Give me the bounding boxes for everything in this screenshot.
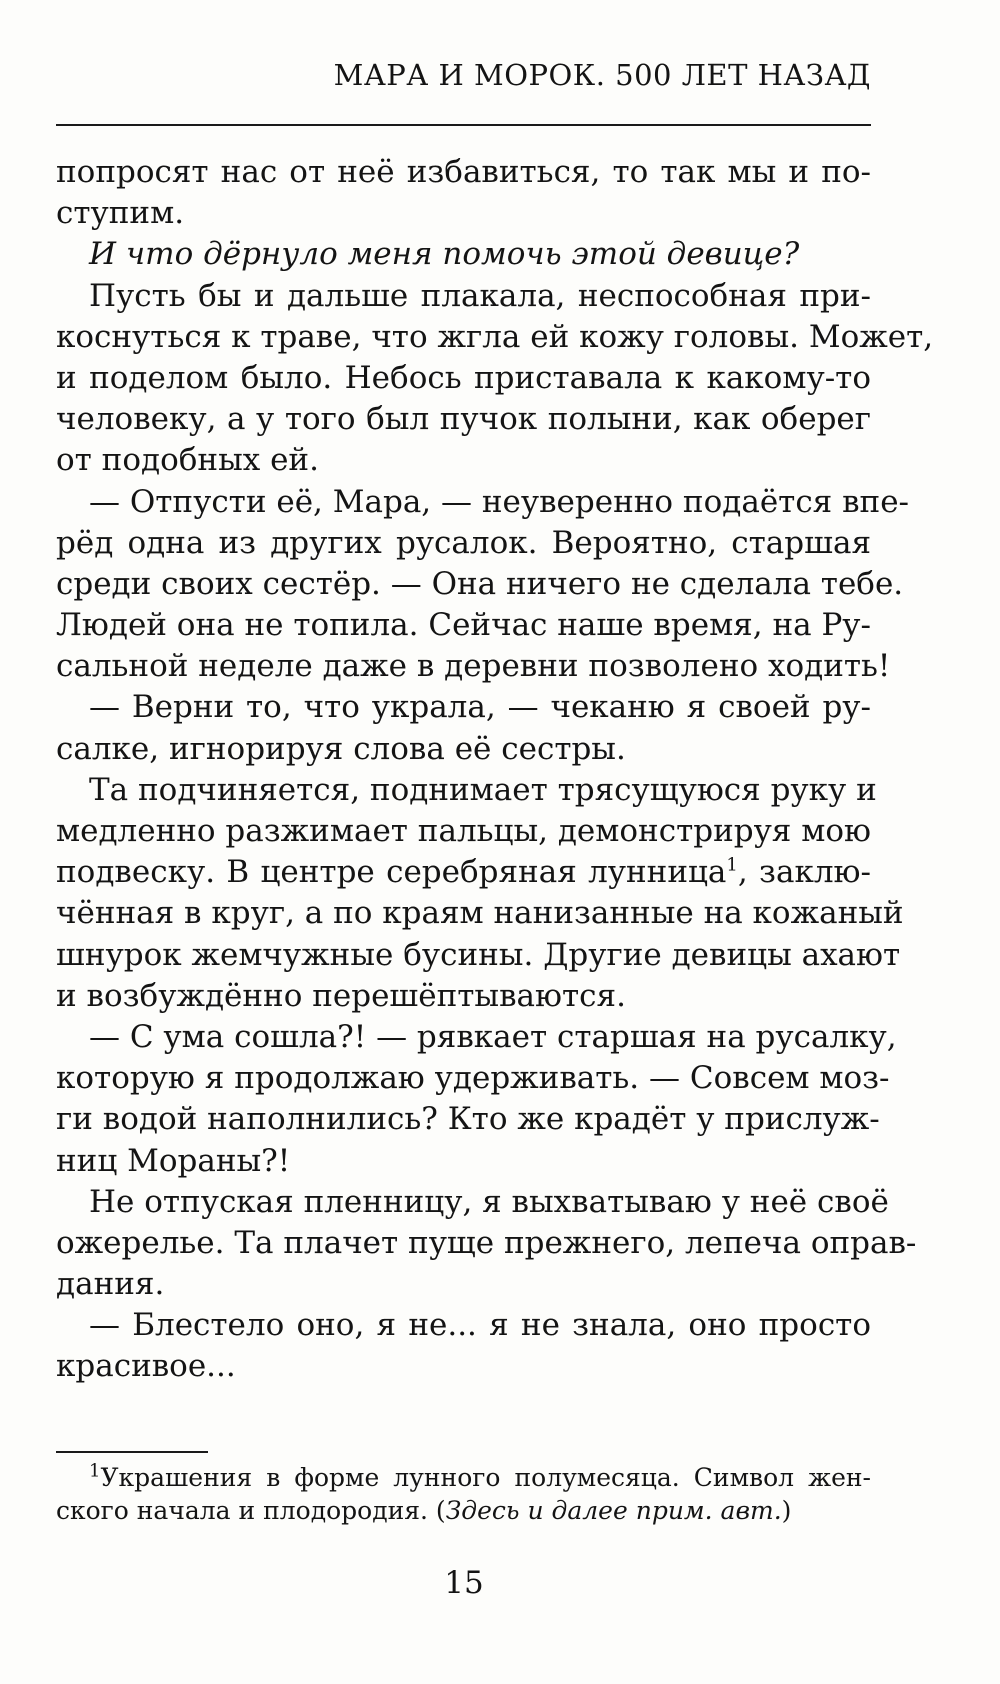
text-line (56, 1141, 871, 1182)
footnote-rule (56, 1451, 208, 1453)
text-line-content: ги водой наполнились? Кто же крадёт у прислуж- (56, 1101, 880, 1138)
text-line-content: попросят нас от неё избавиться, то так мы и по- (56, 154, 871, 190)
footnote (56, 1461, 871, 1527)
text-line (56, 523, 871, 564)
text-line-content: и поделом было. Небось приставала к какому-то (56, 359, 871, 396)
text-line-content: среди своих сестёр. — Она ничего не сделала тебе. (56, 565, 904, 602)
text-line (56, 482, 910, 523)
page-number: 15 (444, 1565, 484, 1601)
text-line-content: Не отпуская пленницу, я выхватываю у неё своё (89, 1183, 889, 1220)
footnote-marker: 1 (89, 1460, 101, 1482)
text-line-content: человеку, а у того был пучок полыни, как оберег (56, 401, 871, 438)
text-line-content: — Отпусти её, Мара, — неуверенно подаётся впе- (89, 483, 910, 520)
text-line (56, 358, 871, 399)
text-line-content: Людей она не топила. Сейчас наше время, на Ру- (56, 607, 872, 644)
text-line-content: дания. (56, 1266, 165, 1303)
text-line-content: сальной неделе даже в деревни позволено ходить! (56, 648, 891, 685)
footnote-italic-note: Здесь и далее прим. авт. (445, 1496, 782, 1525)
footnote-text-2: ского начала и плодородия. ( (56, 1496, 446, 1525)
footnote-text-1: Украшения в форме лунного полумесяца. Символ жен- (100, 1463, 871, 1492)
main-text (56, 152, 934, 1388)
text-line (56, 729, 871, 770)
text-line-content: которую я продолжаю удерживать. — Совсем моз- (56, 1060, 890, 1097)
text-line (56, 893, 904, 934)
text-line (56, 852, 871, 893)
text-line (56, 152, 871, 193)
text-line (56, 687, 871, 728)
footnote-line-1 (56, 1461, 871, 1494)
text-line (56, 1223, 917, 1264)
text-line-content: — Верни то, что украла, — чеканю я своей ру- (89, 689, 871, 726)
text-line (56, 976, 871, 1017)
text-line-content: шнурок жемчужные бусины. Другие девицы ахают (56, 936, 901, 973)
text-line-content: подвеску. В центре серебряная лунница (56, 854, 727, 891)
text-line (56, 399, 871, 440)
text-line (56, 1264, 871, 1305)
header-rule (56, 124, 871, 126)
text-line-content: , заклю- (737, 854, 871, 891)
text-line (56, 276, 871, 317)
text-line (56, 317, 934, 358)
text-line-content: медленно разжимает пальцы, демонстрируя мою (56, 813, 871, 849)
text-line-content: ожерелье. Та плачет пуще прежнего, лепеча оправ- (56, 1224, 917, 1261)
text-line-content: от подобных ей. (56, 442, 319, 479)
text-line-content: ступим. (56, 195, 185, 232)
text-line-content: рёд одна из других русалок. Вероятно, старшая (56, 524, 871, 561)
text-line (56, 1017, 897, 1058)
text-line (56, 1305, 871, 1346)
text-line-content: коснуться к траве, что жгла ей кожу головы. Может, (56, 318, 934, 355)
footnote-reference: 1 (726, 854, 738, 876)
text-line-content: красивое... (56, 1348, 236, 1385)
text-line (56, 811, 871, 852)
text-line (56, 193, 871, 234)
text-line-content: И что дёрнуло меня помочь этой девице? (89, 236, 800, 273)
text-line (56, 605, 871, 646)
text-line (56, 646, 891, 687)
text-line-content: ниц Мораны?! (56, 1142, 291, 1179)
text-line (56, 1058, 890, 1099)
text-line-content: — С ума сошла?! — рявкает старшая на русалку, (89, 1018, 897, 1055)
text-line (56, 770, 877, 811)
footnote-text-2-close: ) (781, 1496, 792, 1525)
footnote-line-2 (56, 1494, 871, 1527)
text-line-content: — Блестело оно, я не... я не знала, оно просто (89, 1307, 871, 1344)
text-line-content: Та подчиняется, поднимает трясущуюся руку и (89, 771, 877, 808)
text-line (56, 1182, 889, 1223)
text-line (56, 1099, 880, 1140)
text-line (56, 440, 871, 481)
text-line (56, 1346, 871, 1387)
text-line (56, 234, 871, 275)
text-line (56, 935, 901, 976)
running-header: МАРА И МОРОК. 500 ЛЕТ НАЗАД (333, 58, 871, 92)
text-line-content: чённая в круг, а по краям нанизанные на кожаный (56, 895, 904, 932)
text-line (56, 564, 904, 605)
text-line-content: Пусть бы и дальше плакала, неспособная при- (89, 277, 871, 314)
text-line-content: и возбуждённо перешёптываются. (56, 977, 626, 1014)
text-line-content: салке, игнорируя слова её сестры. (56, 730, 626, 767)
